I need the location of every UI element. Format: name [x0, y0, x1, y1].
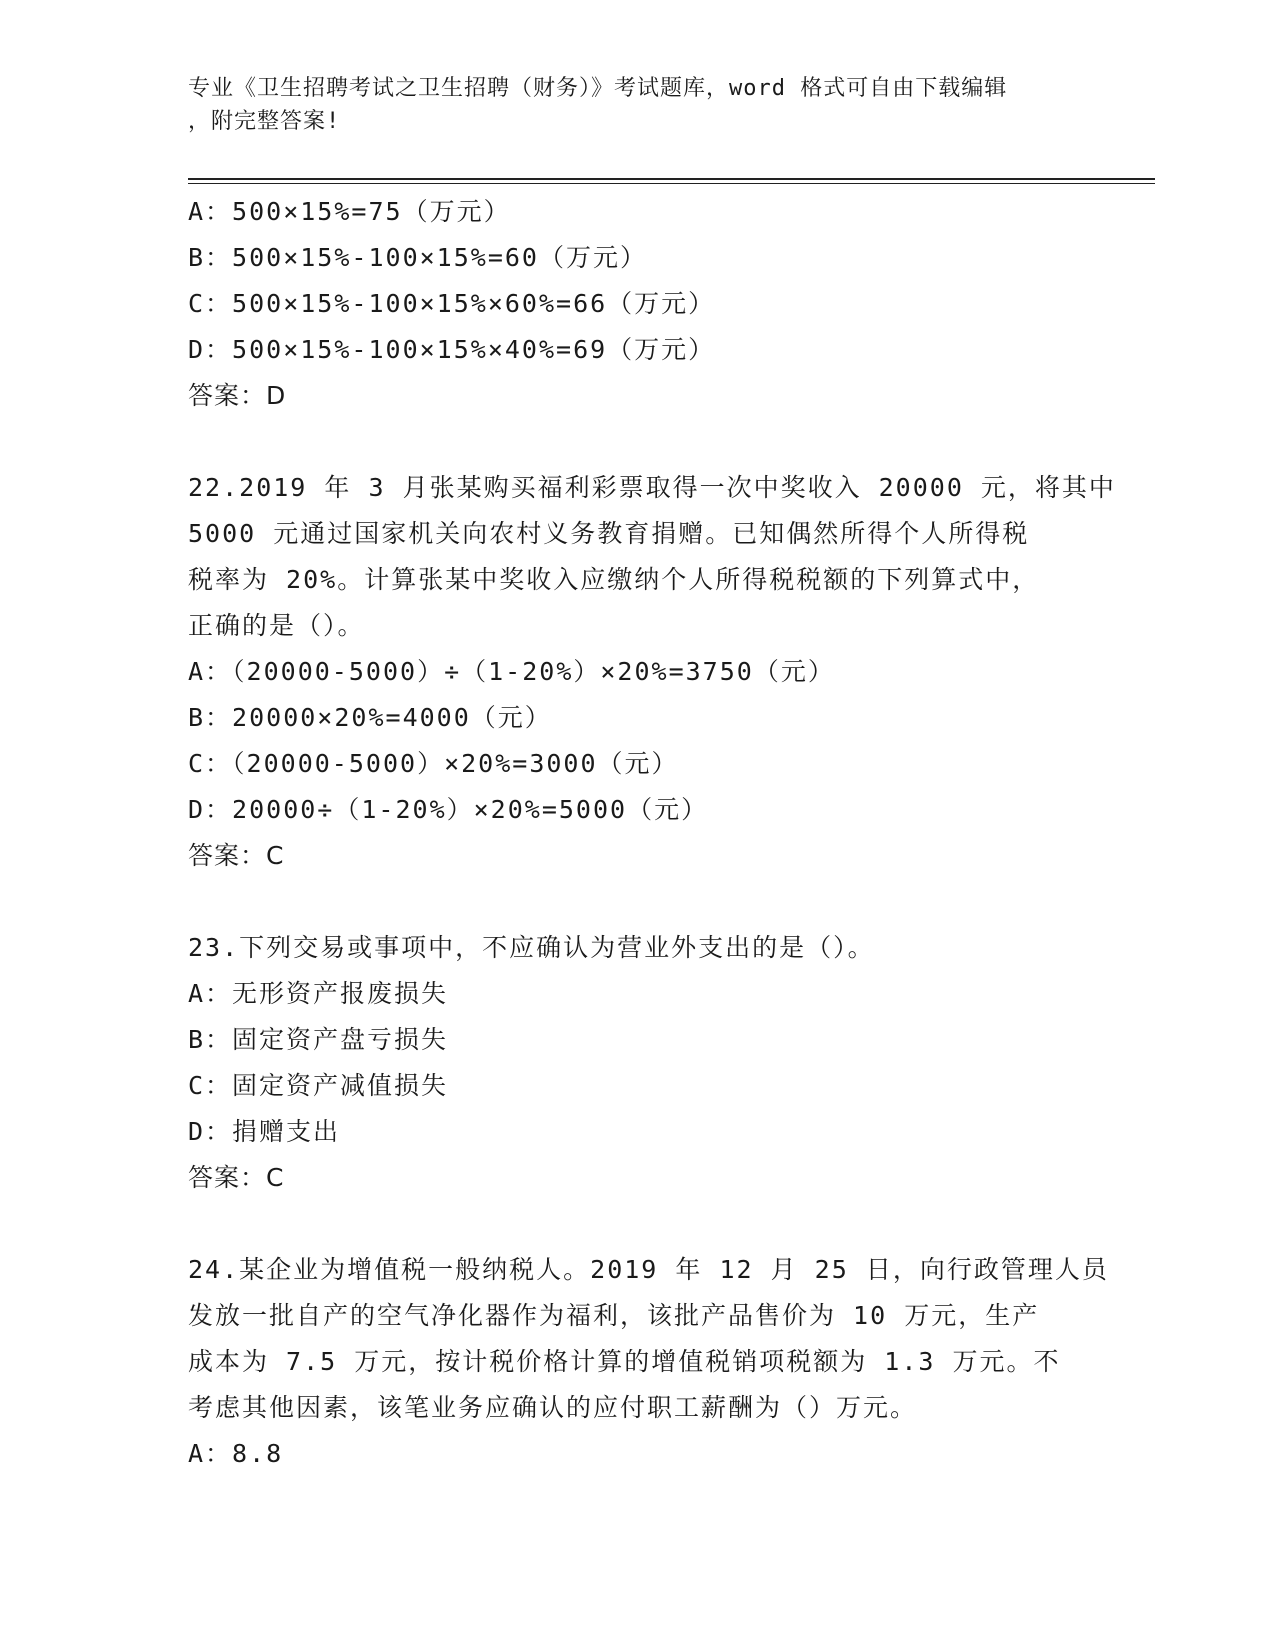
header-line-1: 专业《卫生招聘考试之卫生招聘（财务）》考试题库，word 格式可自由下载编辑	[188, 76, 1008, 101]
option-d: D：捐赠支出	[188, 1117, 341, 1146]
question-23-stem-line-1: 23.下列交易或事项中，不应确认为营业外支出的是（）。	[188, 933, 875, 962]
question-24-stem-line-2: 发放一批自产的空气净化器作为福利，该批产品售价为 10 万元，生产	[188, 1301, 1040, 1330]
spacer	[188, 419, 1088, 465]
option-c: C：固定资产减值损失	[188, 1071, 449, 1100]
header-line-2: ，附完整答案!	[188, 109, 341, 134]
spacer	[188, 879, 1088, 925]
document-header	[188, 72, 1088, 138]
question-24-stem-line-3: 成本为 7.5 万元，按计税价格计算的增值税销项税额为 1.3 万元。不	[188, 1347, 1061, 1376]
answer-22: 答案：C	[188, 841, 285, 870]
question-22-stem-line-2: 5000 元通过国家机关向农村义务教育捐赠。已知偶然所得个人所得税	[188, 519, 1030, 548]
option-a: A：8.8	[188, 1439, 284, 1468]
question-22-stem-line-3: 税率为 20%。计算张某中奖收入应缴纳个人所得税税额的下列算式中，	[188, 565, 1040, 594]
question-22	[188, 465, 1116, 879]
header-divider-thin	[188, 183, 1155, 184]
option-b: B：固定资产盘亏损失	[188, 1025, 449, 1054]
spacer	[188, 1201, 1088, 1247]
option-b: B：20000×20%=4000（元）	[188, 703, 552, 732]
option-c: C：500×15%-100×15%×60%=66（万元）	[188, 289, 716, 318]
question-23	[188, 925, 1088, 1201]
option-a: A：500×15%=75（万元）	[188, 197, 511, 226]
option-d: D：500×15%-100×15%×40%=69（万元）	[188, 335, 716, 364]
question-content	[188, 189, 1116, 1477]
answer-21: 答案：D	[188, 381, 287, 410]
question-22-stem-line-1: 22.2019 年 3 月张某购买福利彩票取得一次中奖收入 20000 元，将其中	[188, 473, 1116, 502]
option-a: A：（20000-5000）÷（1-20%）×20%=3750（元）	[188, 657, 835, 686]
question-24	[188, 1247, 1109, 1477]
question-24-stem-line-1: 24.某企业为增值税一般纳税人。2019 年 12 月 25 日，向行政管理人员	[188, 1255, 1109, 1284]
option-c: C：（20000-5000）×20%=3000（元）	[188, 749, 679, 778]
header-divider-thick	[188, 178, 1155, 180]
option-d: D：20000÷（1-20%）×20%=5000（元）	[188, 795, 709, 824]
option-b: B：500×15%-100×15%=60（万元）	[188, 243, 647, 272]
question-22-stem-line-4: 正确的是（）。	[188, 611, 365, 640]
question-21-options	[188, 189, 1088, 419]
answer-23: 答案：C	[188, 1163, 285, 1192]
option-a: A：无形资产报废损失	[188, 979, 449, 1008]
question-24-stem-line-4: 考虑其他因素，该笔业务应确认的应付职工薪酬为（）万元。	[188, 1393, 918, 1422]
